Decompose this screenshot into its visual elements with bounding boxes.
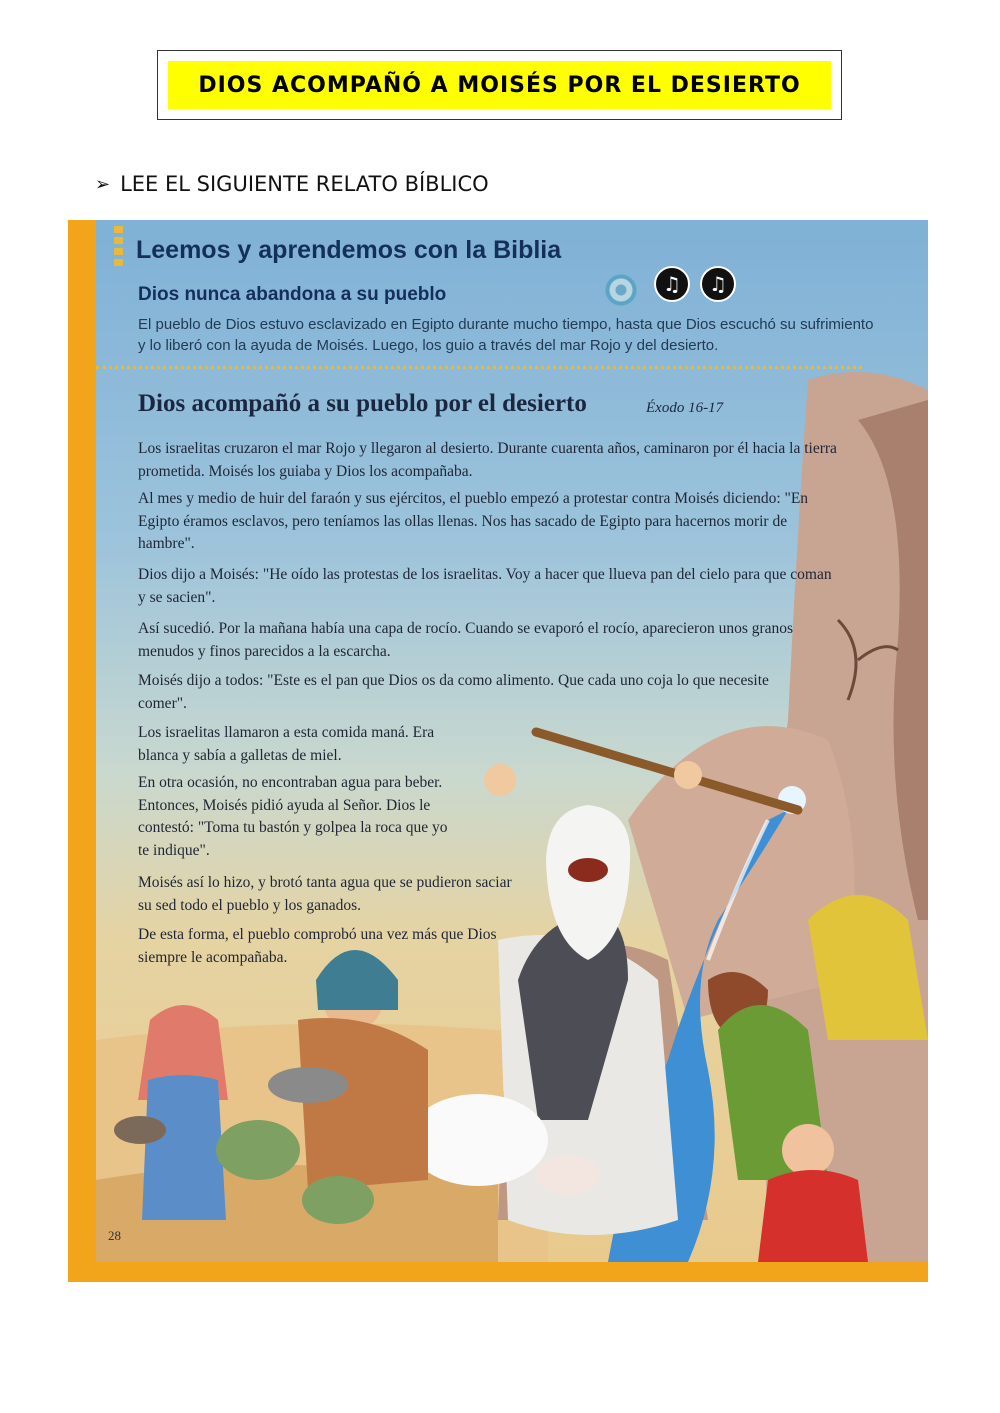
paragraph: De esta forma, el pueblo comprobó una vez más que Dios siempre le acompañaba. [138, 926, 497, 966]
cd-icon[interactable] [605, 274, 637, 306]
instruction [95, 172, 489, 196]
paragraph: Moisés así lo hizo, y brotó tanta agua que se pudieron saciar su sed todo el pueblo y los ganados. [138, 874, 512, 914]
paragraph: Al mes y medio de huir del faraón y sus ejércitos, el pueblo empezó a protestar contra Moisés diciendo: "En Egipto éramos esclavos, pero teníamos las ollas llenas. Nos has sacado de Egipto para hacernos morir de hambre". [138, 490, 809, 552]
boy-red [758, 1170, 868, 1262]
arrow-right-icon: ➢ [95, 173, 111, 195]
intro-text: El pueblo de Dios estuvo esclavizado en Egipto durante mucho tiempo, hasta que Dios escuchó su sufrimiento y lo liberó con la ayuda de Moisés. Luego, los guio a través del mar Rojo y del desierto. [138, 316, 874, 354]
worksheet-title-box [157, 50, 842, 120]
paragraph: Así sucedió. Por la mañana había una capa de rocío. Cuando se evaporó el rocío, aparecieron unos granos menudos y finos parecidos a la escarcha. [138, 620, 794, 660]
section-subtitle: Dios nunca abandona a su pueblo [138, 284, 447, 305]
story-title: Dios acompañó a su pueblo por el desierto [138, 390, 587, 417]
paragraph: Dios dijo a Moisés: "He oído las protestas de los israelitas. Voy a hacer que llueva pan del cielo para que coman y se sacien". [138, 566, 832, 606]
paragraph: En otra ocasión, no encontraban agua para beber. Entonces, Moisés pidió ayuda al Señor. Dios le contestó: "Toma tu bastón y golpea la roca que yo te indique". [138, 774, 448, 859]
paragraph: Los israelitas llamaron a esta comida maná. Era blanca y sabía a galletas de miel. [138, 724, 435, 764]
header-dots [114, 226, 124, 270]
instruction-text: LEE EL SIGUIENTE RELATO BÍBLICO [120, 172, 489, 196]
divider [96, 366, 862, 369]
story-reference: Éxodo 16-17 [646, 400, 724, 416]
accent-bar-bottom [68, 1262, 928, 1282]
bush [216, 1120, 300, 1180]
page-number: 28 [108, 1228, 121, 1243]
worksheet-title: DIOS ACOMPAÑÓ A MOISÉS POR EL DESIERTO [198, 72, 801, 98]
paragraph: Los israelitas cruzaron el mar Rojo y llegaron al desierto. Durante cuarenta años, caminaron por él hacia la tierra prometida. Moisés los guiaba y Dios los acompañaba. [138, 440, 837, 480]
paragraph: Moisés dijo a todos: "Este es el pan que Dios os da como alimento. Que cada uno coja lo que necesite comer". [138, 672, 769, 712]
sheep [408, 1094, 548, 1186]
section-title: Leemos y aprendemos con la Biblia [136, 236, 562, 264]
book-page [68, 220, 928, 1282]
title-highlight [168, 61, 831, 109]
accent-bar-left [68, 220, 96, 1282]
music-note-icon[interactable]: ♫ [700, 266, 736, 302]
bush [302, 1176, 374, 1224]
bowl [268, 1067, 348, 1103]
music-note-icon[interactable]: ♫ [654, 266, 690, 302]
girl-dress [142, 1075, 226, 1220]
man-robe [298, 1018, 428, 1190]
